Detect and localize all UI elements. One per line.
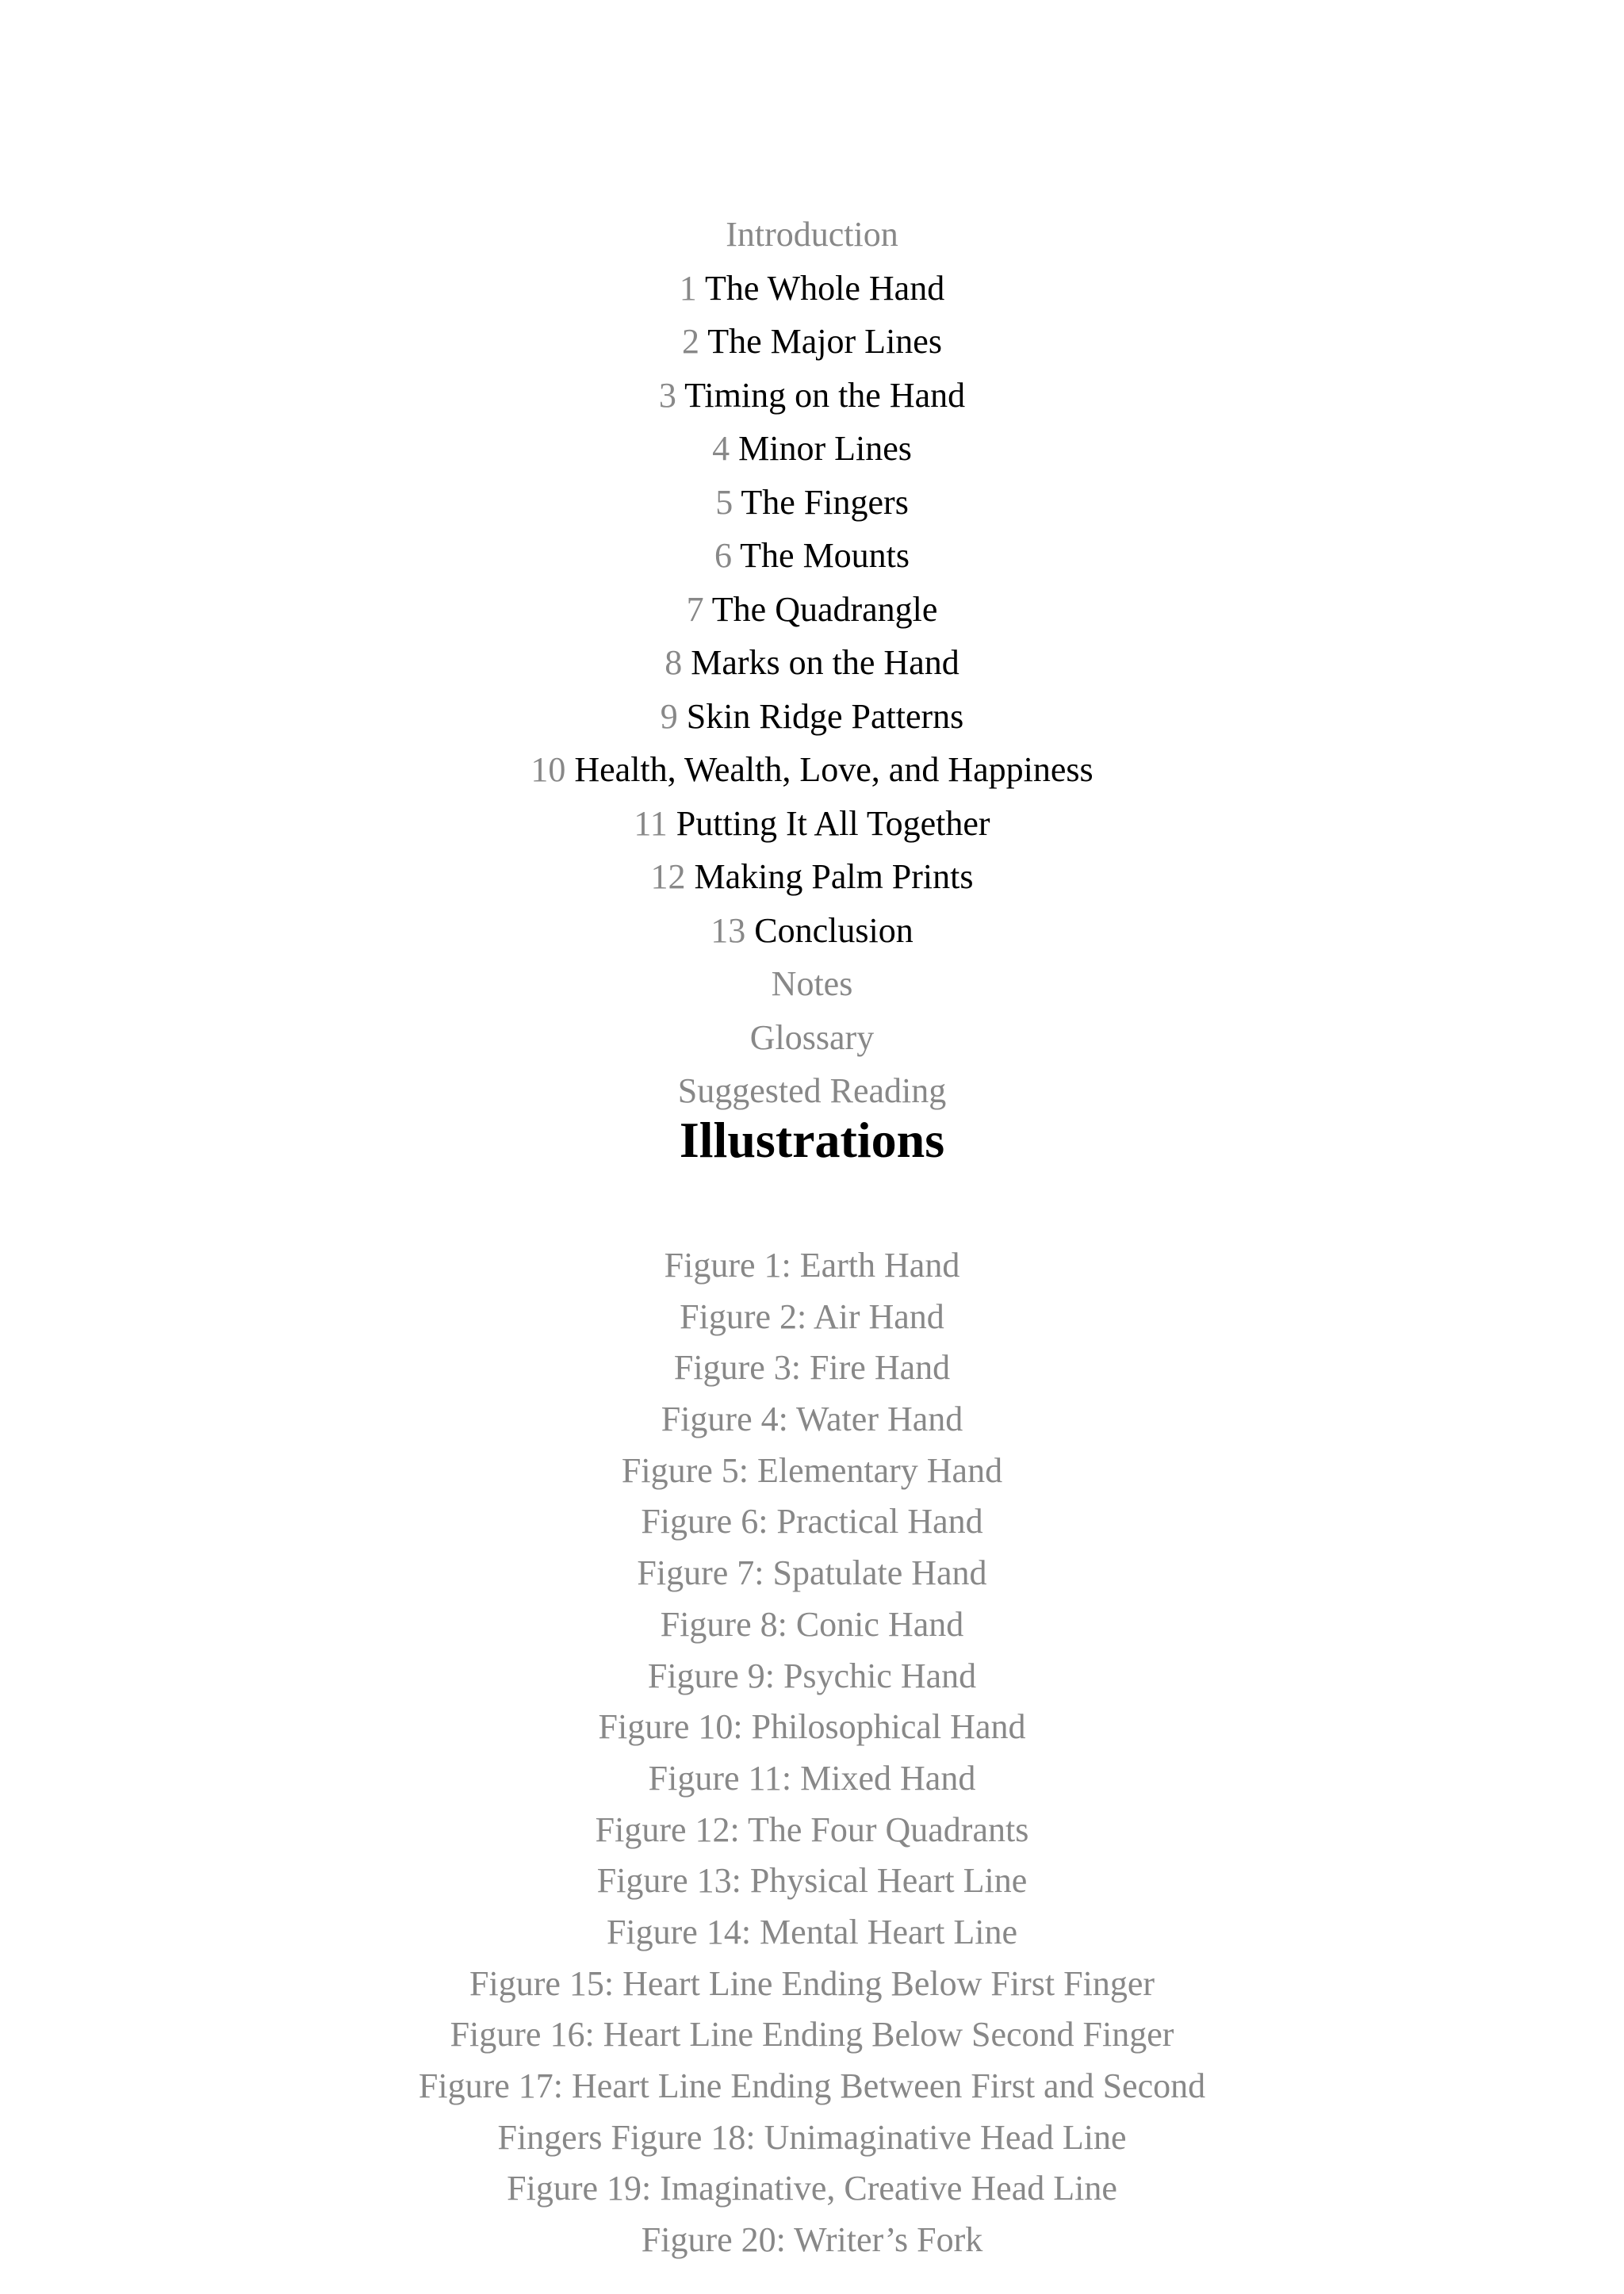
toc-item-chapter-11[interactable] (0, 797, 1624, 851)
toc-item-chapter-5[interactable] (0, 476, 1624, 530)
toc-item-title: Notes (771, 964, 853, 1003)
toc-item-chapter-3[interactable] (0, 369, 1624, 423)
toc-item-title: Marks on the Hand (691, 643, 959, 682)
toc-item-title: Glossary (749, 1017, 875, 1057)
toc-item-number: 11 (634, 803, 668, 843)
illustration-item[interactable]: Figure 5: Elementary Hand (621, 1450, 1003, 1490)
toc-item-number: 10 (530, 750, 566, 789)
toc-item-notes[interactable] (0, 957, 1624, 1011)
toc-item-title: The Major Lines (707, 322, 942, 361)
toc-item-title: Introduction (726, 215, 898, 254)
illustration-item[interactable]: Figure 12: The Four Quadrants (595, 1810, 1029, 1849)
toc-item-number: 3 (658, 375, 676, 415)
toc-item-title: The Whole Hand (705, 268, 945, 308)
toc-item-chapter-12[interactable] (0, 850, 1624, 904)
toc-item-title: Making Palm Prints (694, 857, 974, 896)
toc-item-chapter-7[interactable] (0, 583, 1624, 637)
toc-item-number: 9 (660, 696, 678, 736)
illustration-item[interactable]: Figure 17: Heart Line Ending Between First and Second (418, 2066, 1206, 2105)
toc-item-number: 1 (679, 268, 697, 308)
illustration-item[interactable]: Figure 3: Fire Hand (673, 1348, 951, 1388)
illustration-item[interactable]: Figure 8: Conic Hand (660, 1604, 964, 1644)
table-of-contents (0, 208, 1624, 1118)
toc-item-number: 7 (686, 589, 704, 629)
toc-item-number: 5 (715, 482, 733, 522)
toc-item-chapter-2[interactable] (0, 315, 1624, 369)
illustration-item[interactable]: Figure 4: Water Hand (661, 1400, 963, 1439)
toc-item-number: 12 (650, 857, 686, 896)
illustration-item[interactable]: Figure 10: Philosophical Hand (598, 1707, 1026, 1747)
toc-item-number: 4 (712, 429, 730, 468)
toc-item-title: The Quadrangle (711, 589, 938, 629)
toc-item-number: 2 (682, 322, 700, 361)
illustrations-list (0, 1240, 1624, 2266)
illustration-item[interactable]: Figure 9: Psychic Hand (647, 1656, 977, 1695)
illustration-item[interactable]: Figure 1: Earth Hand (664, 1246, 960, 1285)
toc-item-title: The Fingers (741, 482, 909, 522)
toc-item-title: Skin Ridge Patterns (686, 696, 964, 736)
toc-item-chapter-10[interactable] (0, 743, 1624, 797)
illustration-item[interactable]: Figure 15: Heart Line Ending Below First Finger (469, 1963, 1155, 2003)
illustration-item[interactable]: Figure 13: Physical Heart Line (596, 1861, 1028, 1901)
illustration-item[interactable]: Fingers Figure 18: Unimaginative Head Line (497, 2117, 1127, 2157)
toc-item-number: 6 (714, 536, 732, 575)
toc-item-title: Conclusion (754, 910, 914, 950)
illustration-item[interactable]: Figure 20: Writer’s Fork (641, 2220, 983, 2260)
toc-item-chapter-1[interactable] (0, 262, 1624, 316)
illustrations-heading: Illustrations (679, 1112, 945, 1168)
illustration-item[interactable]: Figure 6: Practical Hand (641, 1502, 983, 1541)
illustration-item[interactable]: Figure 19: Imaginative, Creative Head Line (507, 2169, 1117, 2208)
toc-item-title: Suggested Reading (677, 1071, 947, 1110)
illustration-item[interactable]: Figure 14: Mental Heart Line (606, 1912, 1018, 1951)
toc-item-glossary[interactable] (0, 1011, 1624, 1065)
illustration-item[interactable]: Figure 11: Mixed Hand (648, 1758, 976, 1798)
toc-item-number: 13 (710, 910, 746, 950)
toc-item-number: 8 (665, 643, 683, 682)
illustration-item[interactable]: Figure 16: Heart Line Ending Below Second Finger (450, 2015, 1174, 2055)
toc-item-title: Minor Lines (738, 429, 912, 468)
toc-item-title: Putting It All Together (676, 803, 990, 843)
illustration-item[interactable]: Figure 2: Air Hand (680, 1296, 944, 1336)
toc-item-title: Timing on the Hand (684, 375, 966, 415)
toc-item-chapter-8[interactable] (0, 636, 1624, 690)
toc-item-title: Health, Wealth, Love, and Happiness (574, 750, 1094, 789)
toc-item-chapter-6[interactable] (0, 529, 1624, 583)
toc-item-introduction[interactable] (0, 208, 1624, 262)
toc-item-title: The Mounts (740, 536, 910, 575)
illustration-item[interactable]: Figure 7: Spatulate Hand (637, 1553, 987, 1593)
toc-item-chapter-13[interactable] (0, 904, 1624, 958)
toc-item-chapter-9[interactable] (0, 690, 1624, 744)
toc-item-chapter-4[interactable] (0, 422, 1624, 476)
